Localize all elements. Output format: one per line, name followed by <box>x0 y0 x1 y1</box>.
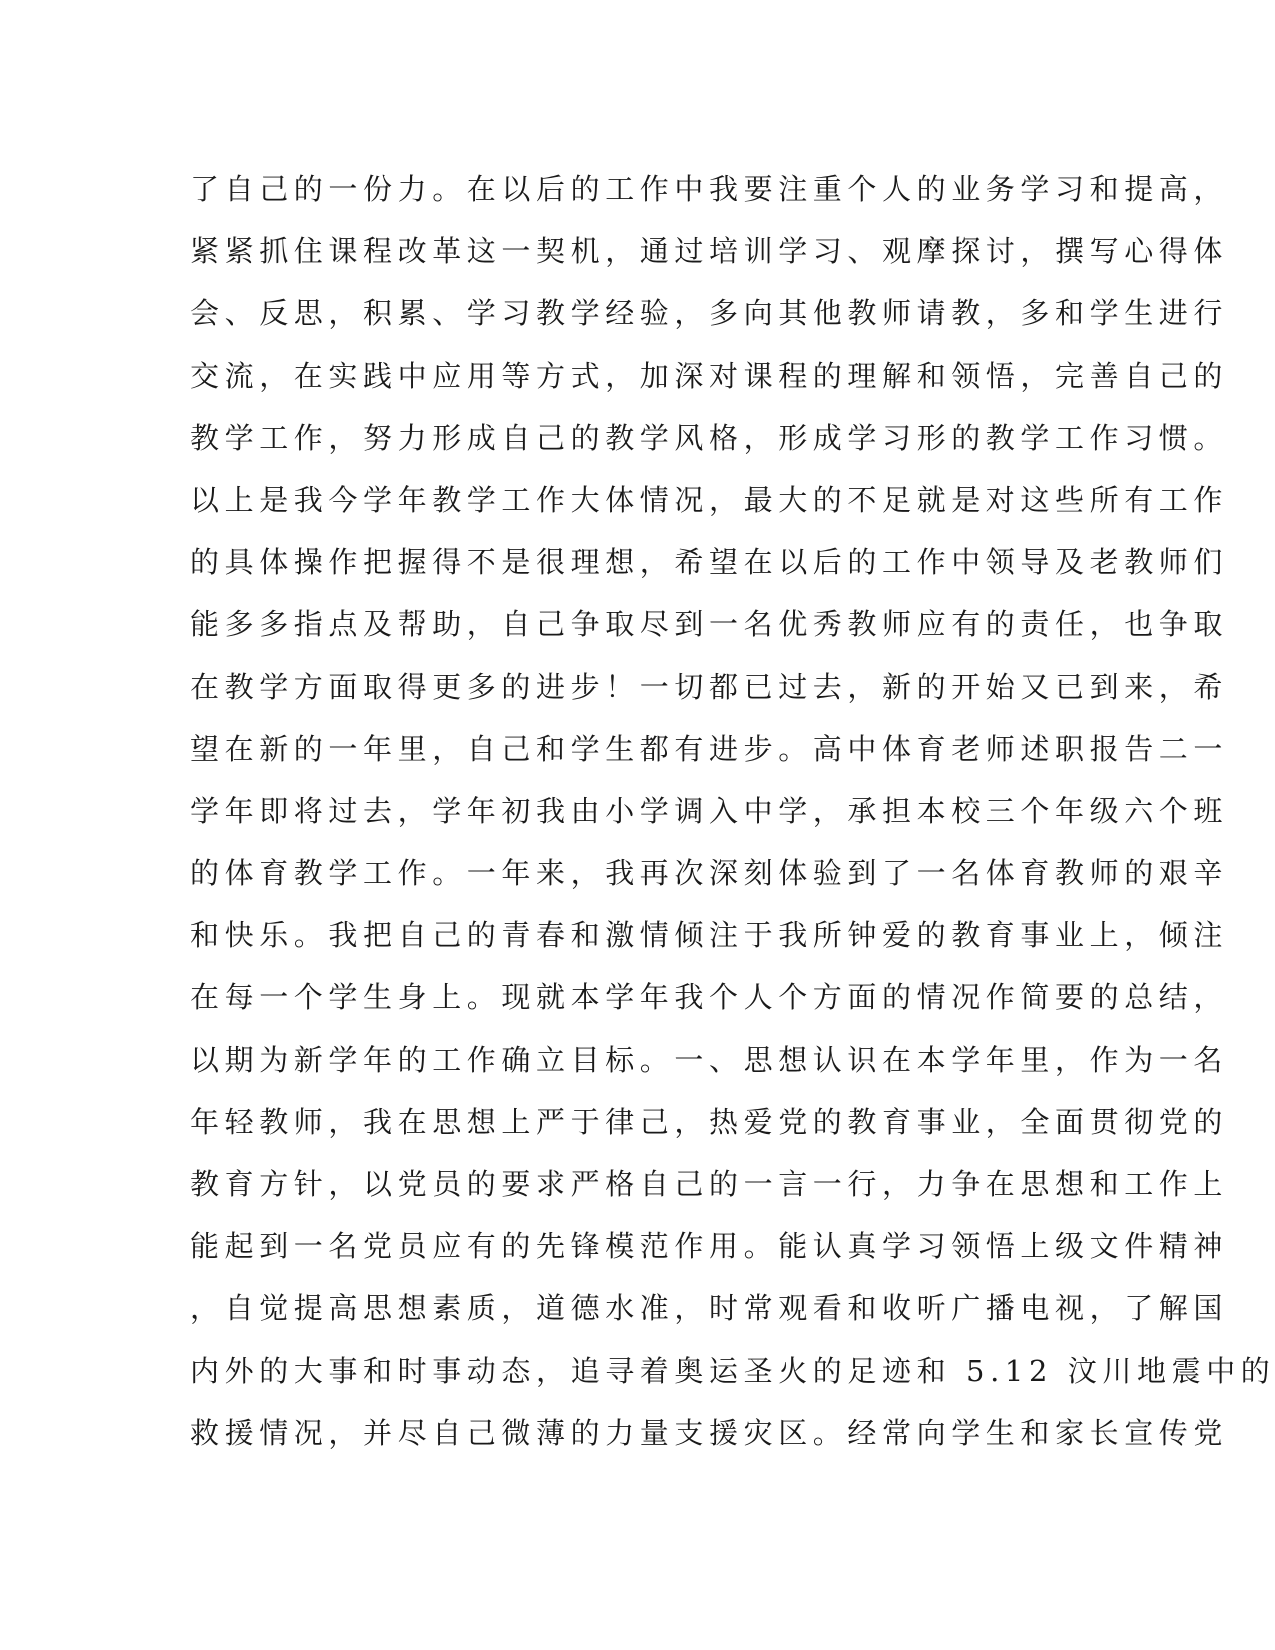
text-line: 在教学方面取得更多的进步！一切都已过去，新的开始又已到来，希 <box>190 669 1229 704</box>
body-text <box>190 158 1275 1464</box>
text-line: 的体育教学工作。一年来，我再次深刻体验到了一名体育教师的艰辛 <box>190 856 1229 891</box>
text-line: 教学工作，努力形成自己的教学风格，形成学习形的教学工作习惯。 <box>190 420 1229 455</box>
text-line: 紧紧抓住课程改革这一契机，通过培训学习、观摩探讨，撰写心得体 <box>190 234 1229 269</box>
text-line: 以上是我今学年教学工作大体情况，最大的不足就是对这些所有工作 <box>190 482 1229 517</box>
text-line: 救援情况，并尽自己微薄的力量支援灾区。经常向学生和家长宣传党 <box>190 1415 1229 1450</box>
text-line: 能多多指点及帮助，自己争取尽到一名优秀教师应有的责任，也争取 <box>190 607 1229 642</box>
text-line: 以期为新学年的工作确立目标。一、思想认识在本学年里，作为一名 <box>190 1042 1229 1077</box>
text-line: 望在新的一年里，自己和学生都有进步。高中体育老师述职报告二一 <box>190 731 1229 766</box>
text-line: 内外的大事和时事动态，追寻着奥运圣火的足迹和 5.12 汶川地震中的 <box>190 1353 1275 1388</box>
text-line: 能起到一名党员应有的先锋模范作用。能认真学习领悟上级文件精神 <box>190 1229 1229 1264</box>
text-line: 教育方针，以党员的要求严格自己的一言一行，力争在思想和工作上 <box>190 1167 1229 1201</box>
text-line: 和快乐。我把自己的青春和激情倾注于我所钟爱的教育事业上，倾注 <box>190 918 1229 953</box>
text-line: 在每一个学生身上。现就本学年我个人个方面的情况作简要的总结， <box>190 980 1229 1015</box>
text-line: ，自觉提高思想素质，道德水准，时常观看和收听广播电视，了解国 <box>190 1291 1229 1326</box>
text-line: 学年即将过去，学年初我由小学调入中学，承担本校三个年级六个班 <box>190 793 1229 828</box>
text-line: 年轻教师，我在思想上严于律己，热爱党的教育事业，全面贯彻党的 <box>190 1104 1229 1139</box>
text-line: 了自己的一份力。在以后的工作中我要注重个人的业务学习和提高， <box>190 172 1229 206</box>
text-line: 的具体操作把握得不是很理想，希望在以后的工作中领导及老教师们 <box>190 545 1229 580</box>
text-line: 会、反思，积累、学习教学经验，多向其他教师请教，多和学生进行 <box>190 296 1229 331</box>
text-line: 交流，在实践中应用等方式，加深对课程的理解和领悟，完善自己的 <box>190 358 1229 393</box>
